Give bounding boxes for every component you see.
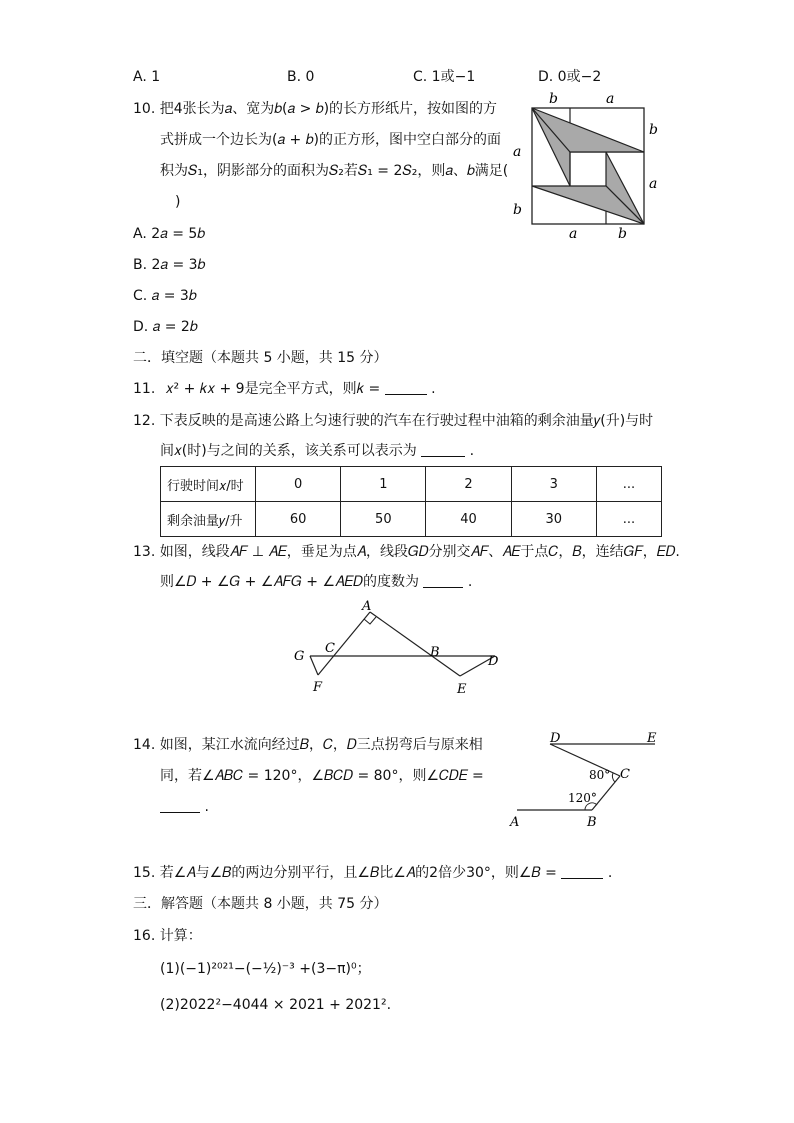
q15-answer-blank[interactable] [561, 864, 603, 879]
q14-label-d: D [550, 731, 561, 746]
table-cell: ... [596, 502, 661, 537]
q13-label-a: A [362, 599, 372, 614]
q10-label-bottom-b: b [618, 226, 627, 240]
table-row [161, 467, 662, 502]
q10-label-left-a: a [513, 144, 522, 160]
table-row [161, 502, 662, 537]
q14-label-a: A [510, 815, 520, 830]
table-cell: 60 [256, 502, 341, 537]
table-cell: 50 [341, 502, 426, 537]
q12-line-2 [160, 442, 474, 460]
q14-label-e: E [647, 731, 657, 746]
q12-row2-header: 剩余油量𝑦/升 [161, 502, 256, 537]
q12-line-1: 12. 下表反映的是高速公路上匀速行驶的汽车在行驶过程中油箱的剩余油量𝑦(升)与时 [133, 413, 654, 429]
q10-label-right-a: a [649, 176, 658, 192]
q14-line-1: 14. 如图，某江水流向经过𝐵，𝐶，𝐷三点拐弯后与原来相 [133, 737, 483, 753]
q16-part-1: (1)(−1)²⁰²¹−(−½)⁻³ +(3−π)⁰； [160, 961, 371, 977]
q11-period: . [431, 381, 436, 397]
q12-answer-blank[interactable] [421, 442, 465, 457]
q10-line-2: 式拼成一个边长为(𝑎 + 𝑏)的正方形，图中空白部分的面 [160, 132, 501, 148]
q14-angle-120: 120° [568, 791, 597, 805]
q10-option-c: C. 𝑎 = 3𝑏 [133, 288, 197, 304]
q10-label-top-a: a [606, 91, 615, 107]
table-cell: 40 [426, 502, 511, 537]
q13-line-2-text: 则∠𝐷 + ∠𝐺 + ∠𝐴𝐹𝐺 + ∠𝐴𝐸𝐷的度数为 [160, 574, 419, 590]
q14-line-2: 同，若∠𝐴𝐵𝐶 = 120°，∠𝐵𝐶𝐷 = 80°，则∠𝐶𝐷𝐸 = [160, 768, 484, 784]
q11-answer-blank[interactable] [385, 380, 427, 395]
q11-number: 11. [133, 381, 156, 397]
q12-row1-header: 行驶时间𝑥/时 [161, 467, 256, 502]
q14-line-3 [160, 798, 209, 816]
q13-answer-blank[interactable] [423, 573, 463, 588]
q11-expression: 𝑥² + 𝑘𝑥 + 9是完全平方式，则𝑘 = [165, 381, 385, 397]
q10-line-4: ) [175, 194, 181, 210]
table-cell: 30 [511, 502, 596, 537]
q10-option-d: D. 𝑎 = 2𝑏 [133, 319, 198, 335]
q13-label-e: E [457, 682, 467, 697]
table-cell: 0 [256, 467, 341, 502]
q14-label-b: B [587, 815, 597, 830]
q13-line-2 [160, 573, 472, 591]
q15-period: . [607, 865, 613, 881]
q14-angle-80: 80° [589, 768, 611, 782]
q10-label-top-b: b [549, 91, 558, 107]
section-3-heading: 三．解答题（本题共 8 小题，共 75 分） [133, 896, 388, 912]
q13-line-1: 13. 如图，线段𝐴𝐹 ⊥ 𝐴𝐸，垂足为点𝐴，线段𝐺𝐷分别交𝐴𝐹、𝐴𝐸于点𝐶，𝐵，连结𝐺𝐹，𝐸𝐷. [133, 544, 680, 560]
table-cell: ... [596, 467, 661, 502]
q14-label-c: C [620, 767, 630, 782]
q10-label-bottom-a: a [569, 226, 578, 240]
q10-option-b: B. 2𝑎 = 3𝑏 [133, 257, 206, 273]
q10-line-1: 10. 把4张长为𝑎、宽为𝑏(𝑎 > 𝑏)的长方形纸片，按如图的方 [133, 101, 498, 117]
q10-square-figure [505, 90, 675, 240]
section-2-heading: 二．填空题（本题共 5 小题，共 15 分） [133, 350, 388, 366]
q9-option-a: A. 1 [133, 69, 161, 85]
q9-option-d: D. 0或−2 [538, 69, 602, 85]
table-cell: 2 [426, 467, 511, 502]
q13-label-d: D [488, 654, 499, 669]
table-cell: 1 [341, 467, 426, 502]
table-cell: 3 [511, 467, 596, 502]
q14-period: . [204, 799, 209, 815]
q14-river-figure [505, 728, 675, 833]
q13-label-g: G [294, 649, 305, 664]
q12-period: . [469, 443, 475, 459]
q9-option-c: C. 1或−1 [413, 69, 476, 85]
q16-part-2: (2)2022²−4044 × 2021 + 2021². [160, 997, 392, 1013]
q13-label-f: F [313, 680, 323, 695]
q9-option-b: B. 0 [287, 69, 315, 85]
q16-title: 16. 计算： [133, 928, 202, 944]
q10-label-left-b: b [513, 202, 522, 218]
q10-line-3: 积为𝑆₁，阴影部分的面积为𝑆₂若𝑆₁ = 2𝑆₂，则𝑎、𝑏满足( [160, 163, 509, 179]
q11-question [133, 380, 436, 398]
q13-label-b: B [430, 645, 440, 660]
q13-period: . [467, 574, 473, 590]
q12-line-2-text: 间𝑥(时)与之间的关系，该关系可以表示为 [160, 443, 417, 459]
q10-label-right-b: b [649, 122, 658, 138]
q13-geometry-figure [288, 598, 508, 698]
q13-label-c: C [325, 641, 335, 656]
q14-answer-blank[interactable] [160, 798, 200, 813]
q12-data-table [160, 466, 662, 537]
q10-option-a: A. 2𝑎 = 5𝑏 [133, 226, 206, 242]
q15-question [133, 864, 612, 882]
q15-text: 15. 若∠𝐴与∠𝐵的两边分别平行，且∠𝐵比∠𝐴的2倍少30°，则∠𝐵 = [133, 865, 562, 881]
